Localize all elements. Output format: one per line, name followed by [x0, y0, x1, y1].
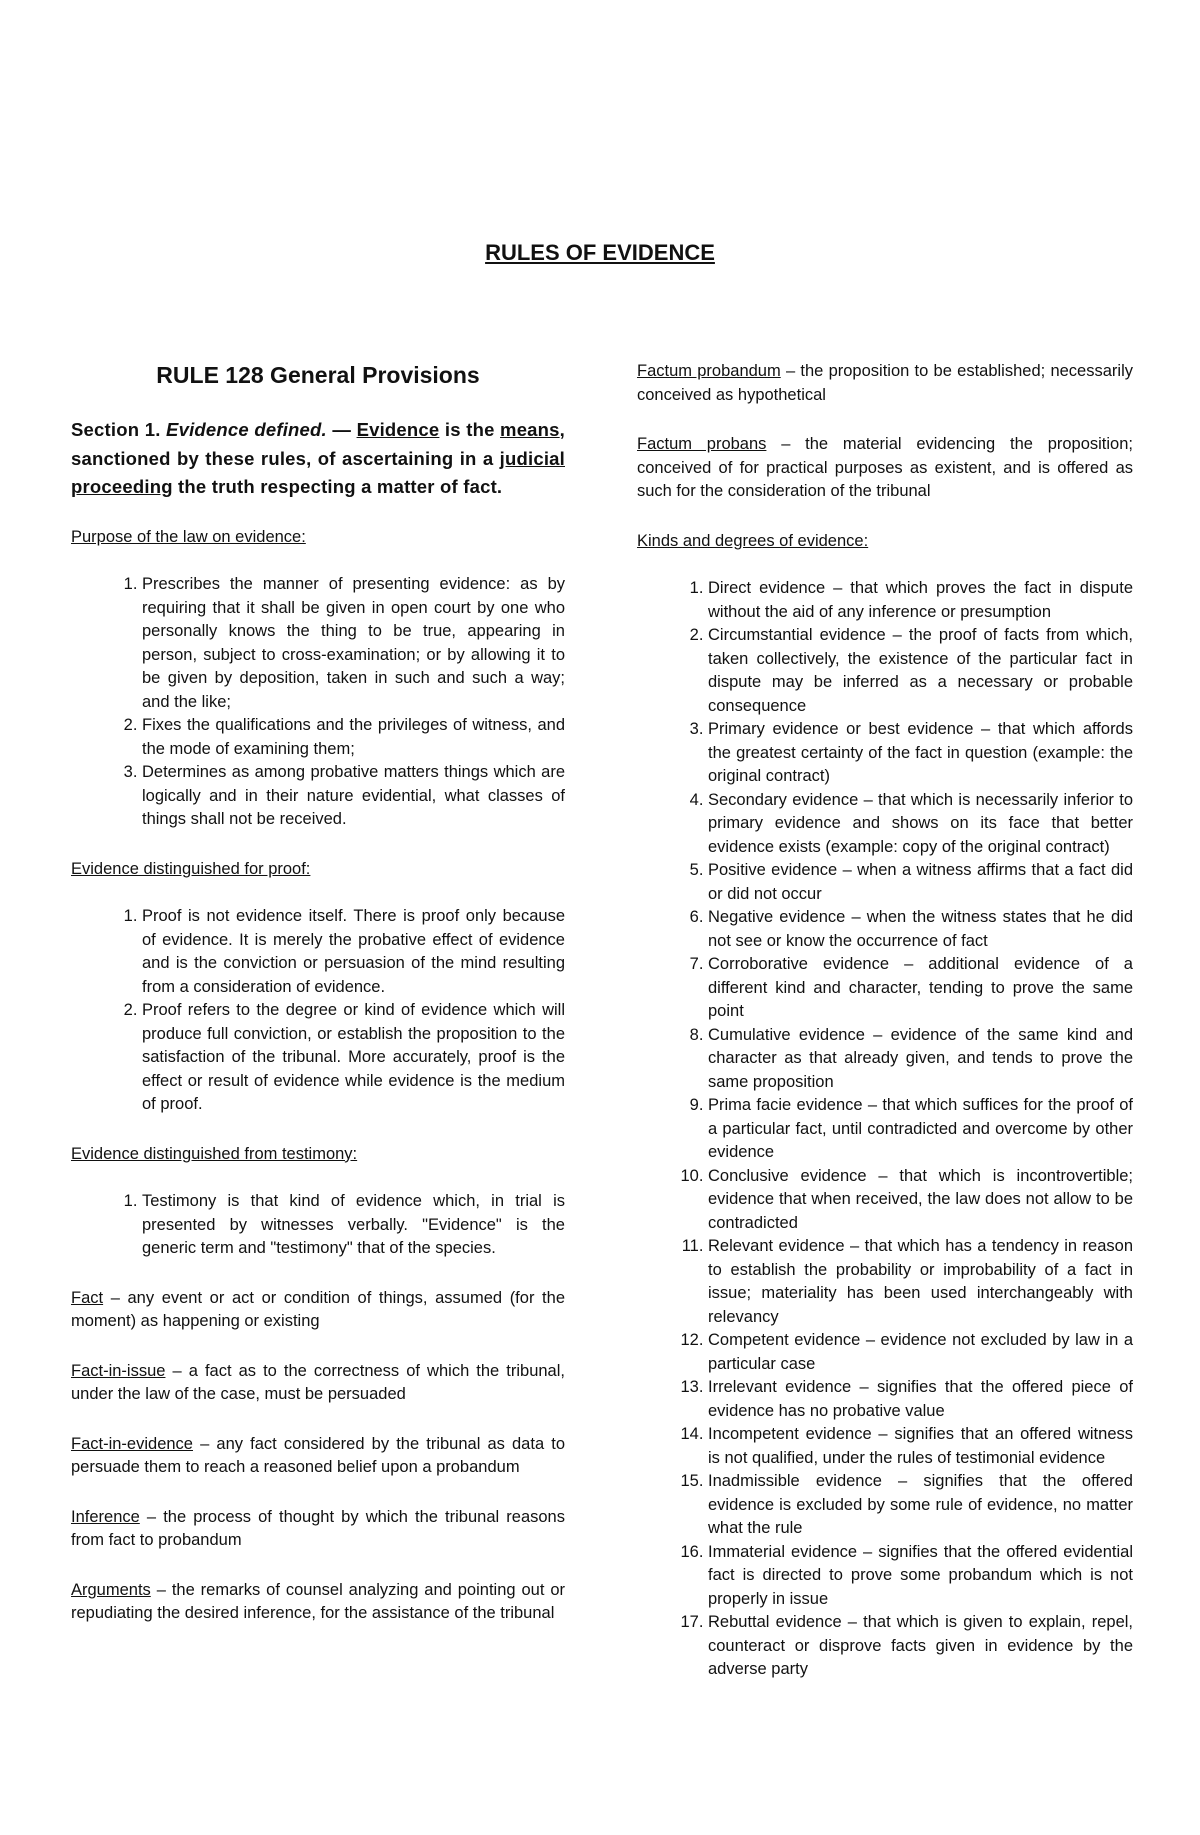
- list-item: 2. Circumstantial evidence – the proof of facts from which, taken collectively, the existence of the particular fact in dispute may be inferred as a necessary or probable consequence: [708, 624, 1133, 718]
- list-item: 17. Rebuttal evidence – that which is given to explain, repel, counteract or disprove facts given in evidence by the adverse party: [708, 1611, 1133, 1682]
- list-item: 14. Incompetent evidence – signifies that an offered witness is not qualified, under the rules of testimonial evidence: [708, 1423, 1133, 1470]
- kinds-list: [637, 577, 1133, 1682]
- purpose-heading: Purpose of the law on evidence:: [71, 527, 306, 546]
- section-number: Section 1.: [71, 419, 161, 440]
- list-item: 10. Conclusive evidence – that which is incontrovertible; evidence that when received, the law does not allow to be contradicted: [708, 1165, 1133, 1236]
- list-item: 2. Fixes the qualifications and the privileges of witness, and the mode of examining them;: [142, 714, 565, 761]
- list-item: 1. Direct evidence – that which proves the fact in dispute without the aid of any inference or presumption: [708, 577, 1133, 624]
- list-item: 13. Irrelevant evidence – signifies that the offered piece of evidence has no probative value: [708, 1376, 1133, 1423]
- rule-heading: RULE 128 General Provisions: [156, 362, 480, 388]
- list-item: 2. Proof refers to the degree or kind of evidence which will produce full conviction, or establish the proposition to the satisfaction of the tribunal. More accurately, proof is the effect or result of evidence while evidence is the medium of proof.: [142, 999, 565, 1117]
- list-item: 1. Prescribes the manner of presenting evidence: as by requiring that it shall be given in open court by one who personally knows the thing to be true, appearing in person, subject to cross-examination; or by allowing it to be given by deposition, taken in such and such a way; and the like;: [142, 573, 565, 714]
- definition-fact-in-issue: Fact-in-issue – a fact as to the correctness of which the tribunal, under the law of the case, must be persuaded: [71, 1361, 565, 1403]
- testimony-list: [71, 1190, 565, 1261]
- list-item: 3. Determines as among probative matters things which are logically and in their nature evidential, what classes of things shall not be received.: [142, 761, 565, 832]
- section-1-definition: Section 1. Evidence defined. — Evidence is the means, sanctioned by these rules, of ascertaining in a judicial proceeding the truth respecting a matter of fact.: [71, 419, 566, 497]
- kinds-heading: Kinds and degrees of evidence:: [637, 531, 869, 550]
- definition-inference: Inference – the process of thought by which the tribunal reasons from fact to probandum: [71, 1507, 565, 1549]
- definition-factum-probans: Factum probans – the material evidencing the proposition; conceived of for practical purposes as existent, and is offered as such for the consideration of the tribunal: [637, 435, 1133, 500]
- term-judicial-proceeding: judicial proceeding: [71, 447, 565, 497]
- term-evidence: Evidence: [356, 419, 440, 440]
- list-item: 8. Cumulative evidence – evidence of the same kind and character as that already given, and tends to prove the same proposition: [708, 1024, 1133, 1095]
- list-item: 3. Primary evidence or best evidence – that which affords the greatest certainty of the fact in question (example: the original contract): [708, 718, 1133, 789]
- list-item: 15. Inadmissible evidence – signifies that the offered evidence is excluded by some rule of evidence, no matter what the rule: [708, 1470, 1133, 1541]
- list-item: 5. Positive evidence – when a witness affirms that a fact did or did not occur: [708, 859, 1133, 906]
- proof-list: [71, 905, 565, 1117]
- definition-factum-probandum: Factum probandum – the proposition to be established; necessarily conceived as hypothetical: [637, 362, 1133, 404]
- definition-arguments: Arguments – the remarks of counsel analyzing and pointing out or repudiating the desired inference, for the assistance of the tribunal: [71, 1580, 565, 1622]
- term-means: means: [500, 419, 560, 440]
- list-item: 1. Testimony is that kind of evidence which, in trial is presented by witnesses verbally. "Evidence" is the generic term and "testimony" that of the species.: [142, 1190, 565, 1261]
- purpose-list: [71, 573, 565, 832]
- testimony-heading: Evidence distinguished from testimony:: [71, 1144, 358, 1163]
- definition-fact-in-evidence: Fact-in-evidence – any fact considered by the tribunal as data to persuade them to reach a reasoned belief upon a probandum: [71, 1434, 565, 1476]
- definition-fact: Fact – any event or act or condition of things, assumed (for the moment) as happening or existing: [71, 1288, 565, 1330]
- list-item: 11. Relevant evidence – that which has a tendency in reason to establish the probability or improbability of a fact in issue; materiality has been used interchangeably with relevancy: [708, 1235, 1133, 1329]
- document-title: RULES OF EVIDENCE: [485, 240, 715, 265]
- list-item: 6. Negative evidence – when the witness states that he did not see or know the occurrence of fact: [708, 906, 1133, 953]
- list-item: 4. Secondary evidence – that which is necessarily inferior to primary evidence and shows on its face that better evidence exists (example: copy of the original contract): [708, 789, 1133, 860]
- list-item: 12. Competent evidence – evidence not excluded by law in a particular case: [708, 1329, 1133, 1376]
- left-column: [71, 360, 565, 1652]
- list-item: 16. Immaterial evidence – signifies that the offered evidential fact is directed to prove some probandum which is not properly in issue: [708, 1541, 1133, 1612]
- right-column: [637, 360, 1133, 1708]
- section-title: Evidence defined.: [166, 419, 327, 440]
- list-item: 9. Prima facie evidence – that which suffices for the proof of a particular fact, until contradicted and overcome by other evidence: [708, 1094, 1133, 1165]
- list-item: 1. Proof is not evidence itself. There is proof only because of evidence. It is merely the probative effect of evidence and is the conviction or persuasion of the mind resulting from a consideration of evidence.: [142, 905, 565, 999]
- proof-heading: Evidence distinguished for proof:: [71, 859, 311, 878]
- list-item: 7. Corroborative evidence – additional evidence of a different kind and character, tending to prove the same point: [708, 953, 1133, 1024]
